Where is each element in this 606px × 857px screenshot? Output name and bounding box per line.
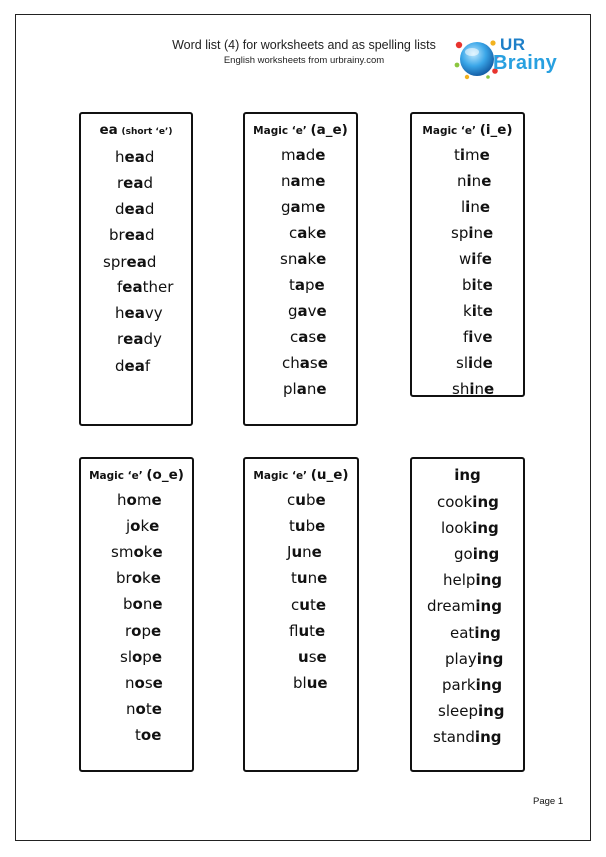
list-item: going bbox=[454, 545, 500, 563]
list-item: bread bbox=[109, 226, 155, 244]
list-item: flute bbox=[289, 622, 326, 640]
list-item: head bbox=[115, 148, 155, 166]
list-title: Magic ‘e’ (o_e) bbox=[89, 467, 184, 483]
list-item: playing bbox=[445, 650, 504, 668]
list-item: tube bbox=[289, 517, 326, 535]
list-item: bone bbox=[123, 595, 163, 613]
list-item: blue bbox=[293, 674, 328, 692]
list-item: game bbox=[281, 198, 326, 216]
list-item: feather bbox=[117, 278, 174, 296]
worksheet-page bbox=[15, 14, 591, 841]
word-list-ea bbox=[79, 112, 193, 426]
list-item: spread bbox=[103, 253, 157, 271]
list-item: bite bbox=[462, 276, 493, 294]
word-list-o-e bbox=[79, 457, 194, 772]
list-item: spine bbox=[451, 224, 494, 242]
page-title: Word list (4) for worksheets and as spelling lists bbox=[172, 38, 436, 52]
list-item: time bbox=[454, 146, 490, 164]
list-item: broke bbox=[116, 569, 161, 587]
list-item: cooking bbox=[437, 493, 499, 511]
list-title: Magic ‘e’ (u_e) bbox=[253, 467, 349, 483]
list-item: cake bbox=[289, 224, 327, 242]
list-item: home bbox=[117, 491, 162, 509]
list-item: five bbox=[463, 328, 493, 346]
list-item: use bbox=[298, 648, 327, 666]
list-item: dreaming bbox=[427, 597, 502, 615]
list-item: parking bbox=[442, 676, 503, 694]
list-item: cube bbox=[287, 491, 326, 509]
list-item: tape bbox=[289, 276, 325, 294]
page-number: Page 1 bbox=[533, 796, 564, 807]
list-item: sleeping bbox=[438, 702, 505, 720]
list-item: ready bbox=[117, 330, 162, 348]
list-item: heavy bbox=[115, 304, 163, 322]
list-item: case bbox=[290, 328, 327, 346]
word-list-u-e bbox=[243, 457, 359, 772]
logo-text-brainy: Brainy bbox=[493, 52, 558, 74]
list-item: slide bbox=[456, 354, 493, 372]
list-item: standing bbox=[433, 728, 502, 746]
list-item: dead bbox=[115, 200, 155, 218]
list-item: line bbox=[461, 198, 491, 216]
list-item: chase bbox=[282, 354, 328, 372]
list-title: ing bbox=[454, 466, 481, 484]
list-item: cute bbox=[291, 596, 327, 614]
logo-text-ur: UR bbox=[500, 35, 526, 54]
list-item: eating bbox=[450, 624, 501, 642]
urbrainy-logo bbox=[453, 29, 569, 87]
list-item: made bbox=[281, 146, 326, 164]
list-item: gave bbox=[288, 302, 327, 320]
list-item: note bbox=[126, 700, 162, 718]
word-list-i-e bbox=[410, 112, 525, 397]
list-item: nose bbox=[125, 674, 163, 692]
list-item: joke bbox=[126, 517, 160, 535]
list-item: nine bbox=[457, 172, 492, 190]
list-item: rope bbox=[125, 622, 162, 640]
list-title: ea (short ‘e’) bbox=[99, 122, 173, 138]
list-item: snake bbox=[280, 250, 327, 268]
list-item: wife bbox=[459, 250, 492, 268]
list-item: June bbox=[287, 543, 322, 561]
list-item: deaf bbox=[115, 357, 151, 375]
list-item: looking bbox=[441, 519, 499, 537]
list-item: slope bbox=[120, 648, 163, 666]
word-list-a-e bbox=[243, 112, 358, 426]
list-item: smoke bbox=[111, 543, 163, 561]
list-item: toe bbox=[135, 726, 162, 744]
page-subtitle: English worksheets from urbrainy.com bbox=[223, 55, 385, 66]
word-list-ing bbox=[410, 457, 525, 772]
list-item: read bbox=[117, 174, 153, 192]
list-item: plane bbox=[283, 380, 327, 398]
list-title: Magic ‘e’ (i_e) bbox=[422, 122, 513, 138]
list-item: shine bbox=[452, 380, 495, 398]
list-item: helping bbox=[443, 571, 502, 589]
list-item: kite bbox=[463, 302, 493, 320]
list-title: Magic ‘e’ (a_e) bbox=[253, 122, 348, 138]
list-item: tune bbox=[291, 569, 328, 587]
list-item: name bbox=[281, 172, 326, 190]
